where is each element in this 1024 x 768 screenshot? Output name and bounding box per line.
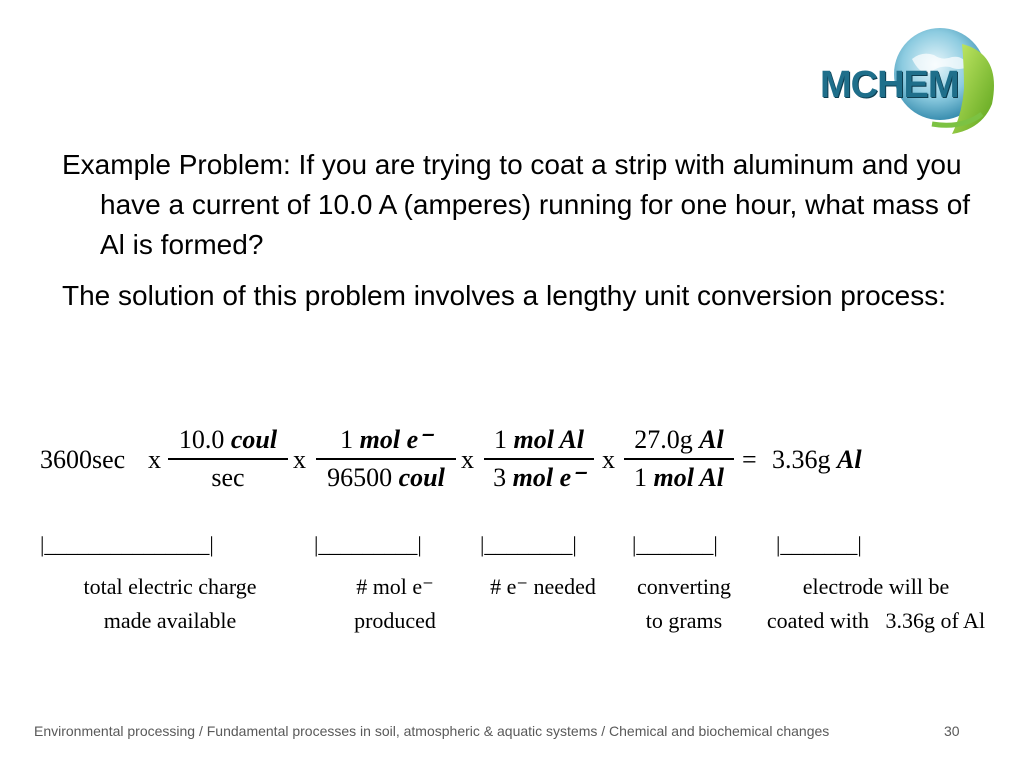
fraction-3 (484, 425, 594, 493)
f4-den-unit: mol Al (653, 463, 725, 492)
f2-den-unit: coul (398, 463, 445, 492)
f4-num-unit: Al (699, 425, 724, 454)
f4-num-val: 27.0g (634, 425, 693, 454)
fraction-bar (316, 458, 456, 460)
result-unit: Al (837, 445, 862, 474)
bracket-2: |_________| (314, 532, 422, 557)
caption-line: to grams (645, 608, 723, 633)
f1-num-val: 10.0 (178, 425, 225, 454)
f2-den-val: 96500 (327, 463, 393, 492)
caption-mol-electrons (320, 570, 470, 638)
fraction-bar (484, 458, 594, 460)
f3-den-unit: mol e⁻ (512, 463, 585, 492)
result-value: 3.36g (772, 445, 831, 474)
caption-electrode (746, 570, 1006, 638)
example-problem-paragraph: Example Problem: If you are trying to coat a strip with aluminum and you have a current of 10.0 A (amperes) running for one hour, what mass of Al is formed? (62, 149, 971, 260)
fraction-bar (168, 458, 288, 460)
f3-num-unit: mol Al (513, 425, 585, 454)
caption-converting (622, 570, 746, 638)
f1-num-unit: coul (230, 425, 278, 454)
bracket-4: |_______| (632, 532, 718, 557)
times-sign: x (602, 445, 615, 474)
caption-total-charge (60, 570, 280, 638)
result (772, 445, 862, 475)
fraction-1 (168, 425, 288, 493)
f3-num-val: 1 (493, 425, 507, 454)
f1-den: sec (211, 463, 245, 492)
caption-line: coated with 3.36g of Al (766, 608, 986, 633)
equals-sign: = (742, 445, 757, 474)
f4-den-val: 1 (633, 463, 647, 492)
bracket-5: |_______| (776, 532, 862, 557)
caption-line: converting (636, 574, 732, 599)
times-sign: x (148, 445, 161, 474)
fraction-4 (624, 425, 734, 493)
caption-line: produced (354, 608, 436, 633)
caption-line: electrode will be (802, 574, 950, 599)
caption-line: made available (103, 608, 237, 633)
caption-line: # mol e⁻ (356, 574, 434, 599)
f3-den-val: 3 (493, 463, 507, 492)
fraction-2 (316, 425, 456, 493)
fraction-bar (624, 458, 734, 460)
caption-line: total electric charge (83, 574, 257, 599)
bracket-3: |________| (480, 532, 577, 557)
page-number: 30 (944, 723, 960, 739)
f2-num-unit: mol e⁻ (359, 425, 432, 454)
mchem-logo (812, 24, 1008, 136)
times-sign: x (461, 445, 474, 474)
bracket-1: |_______________| (40, 532, 214, 557)
caption-line: # e⁻ needed (490, 574, 596, 599)
logo-text: MCHEM (820, 64, 959, 106)
caption-electrons-needed (478, 570, 608, 604)
solution-paragraph: The solution of this problem involves a lengthy unit conversion process: (62, 280, 947, 311)
f2-num-val: 1 (340, 425, 354, 454)
footer-text: Environmental processing / Fundamental processes in soil, atmospheric & aquatic systems / Chemical and biochemical changes (34, 723, 830, 739)
times-sign: x (293, 445, 306, 474)
start-value: 3600sec (40, 445, 126, 474)
